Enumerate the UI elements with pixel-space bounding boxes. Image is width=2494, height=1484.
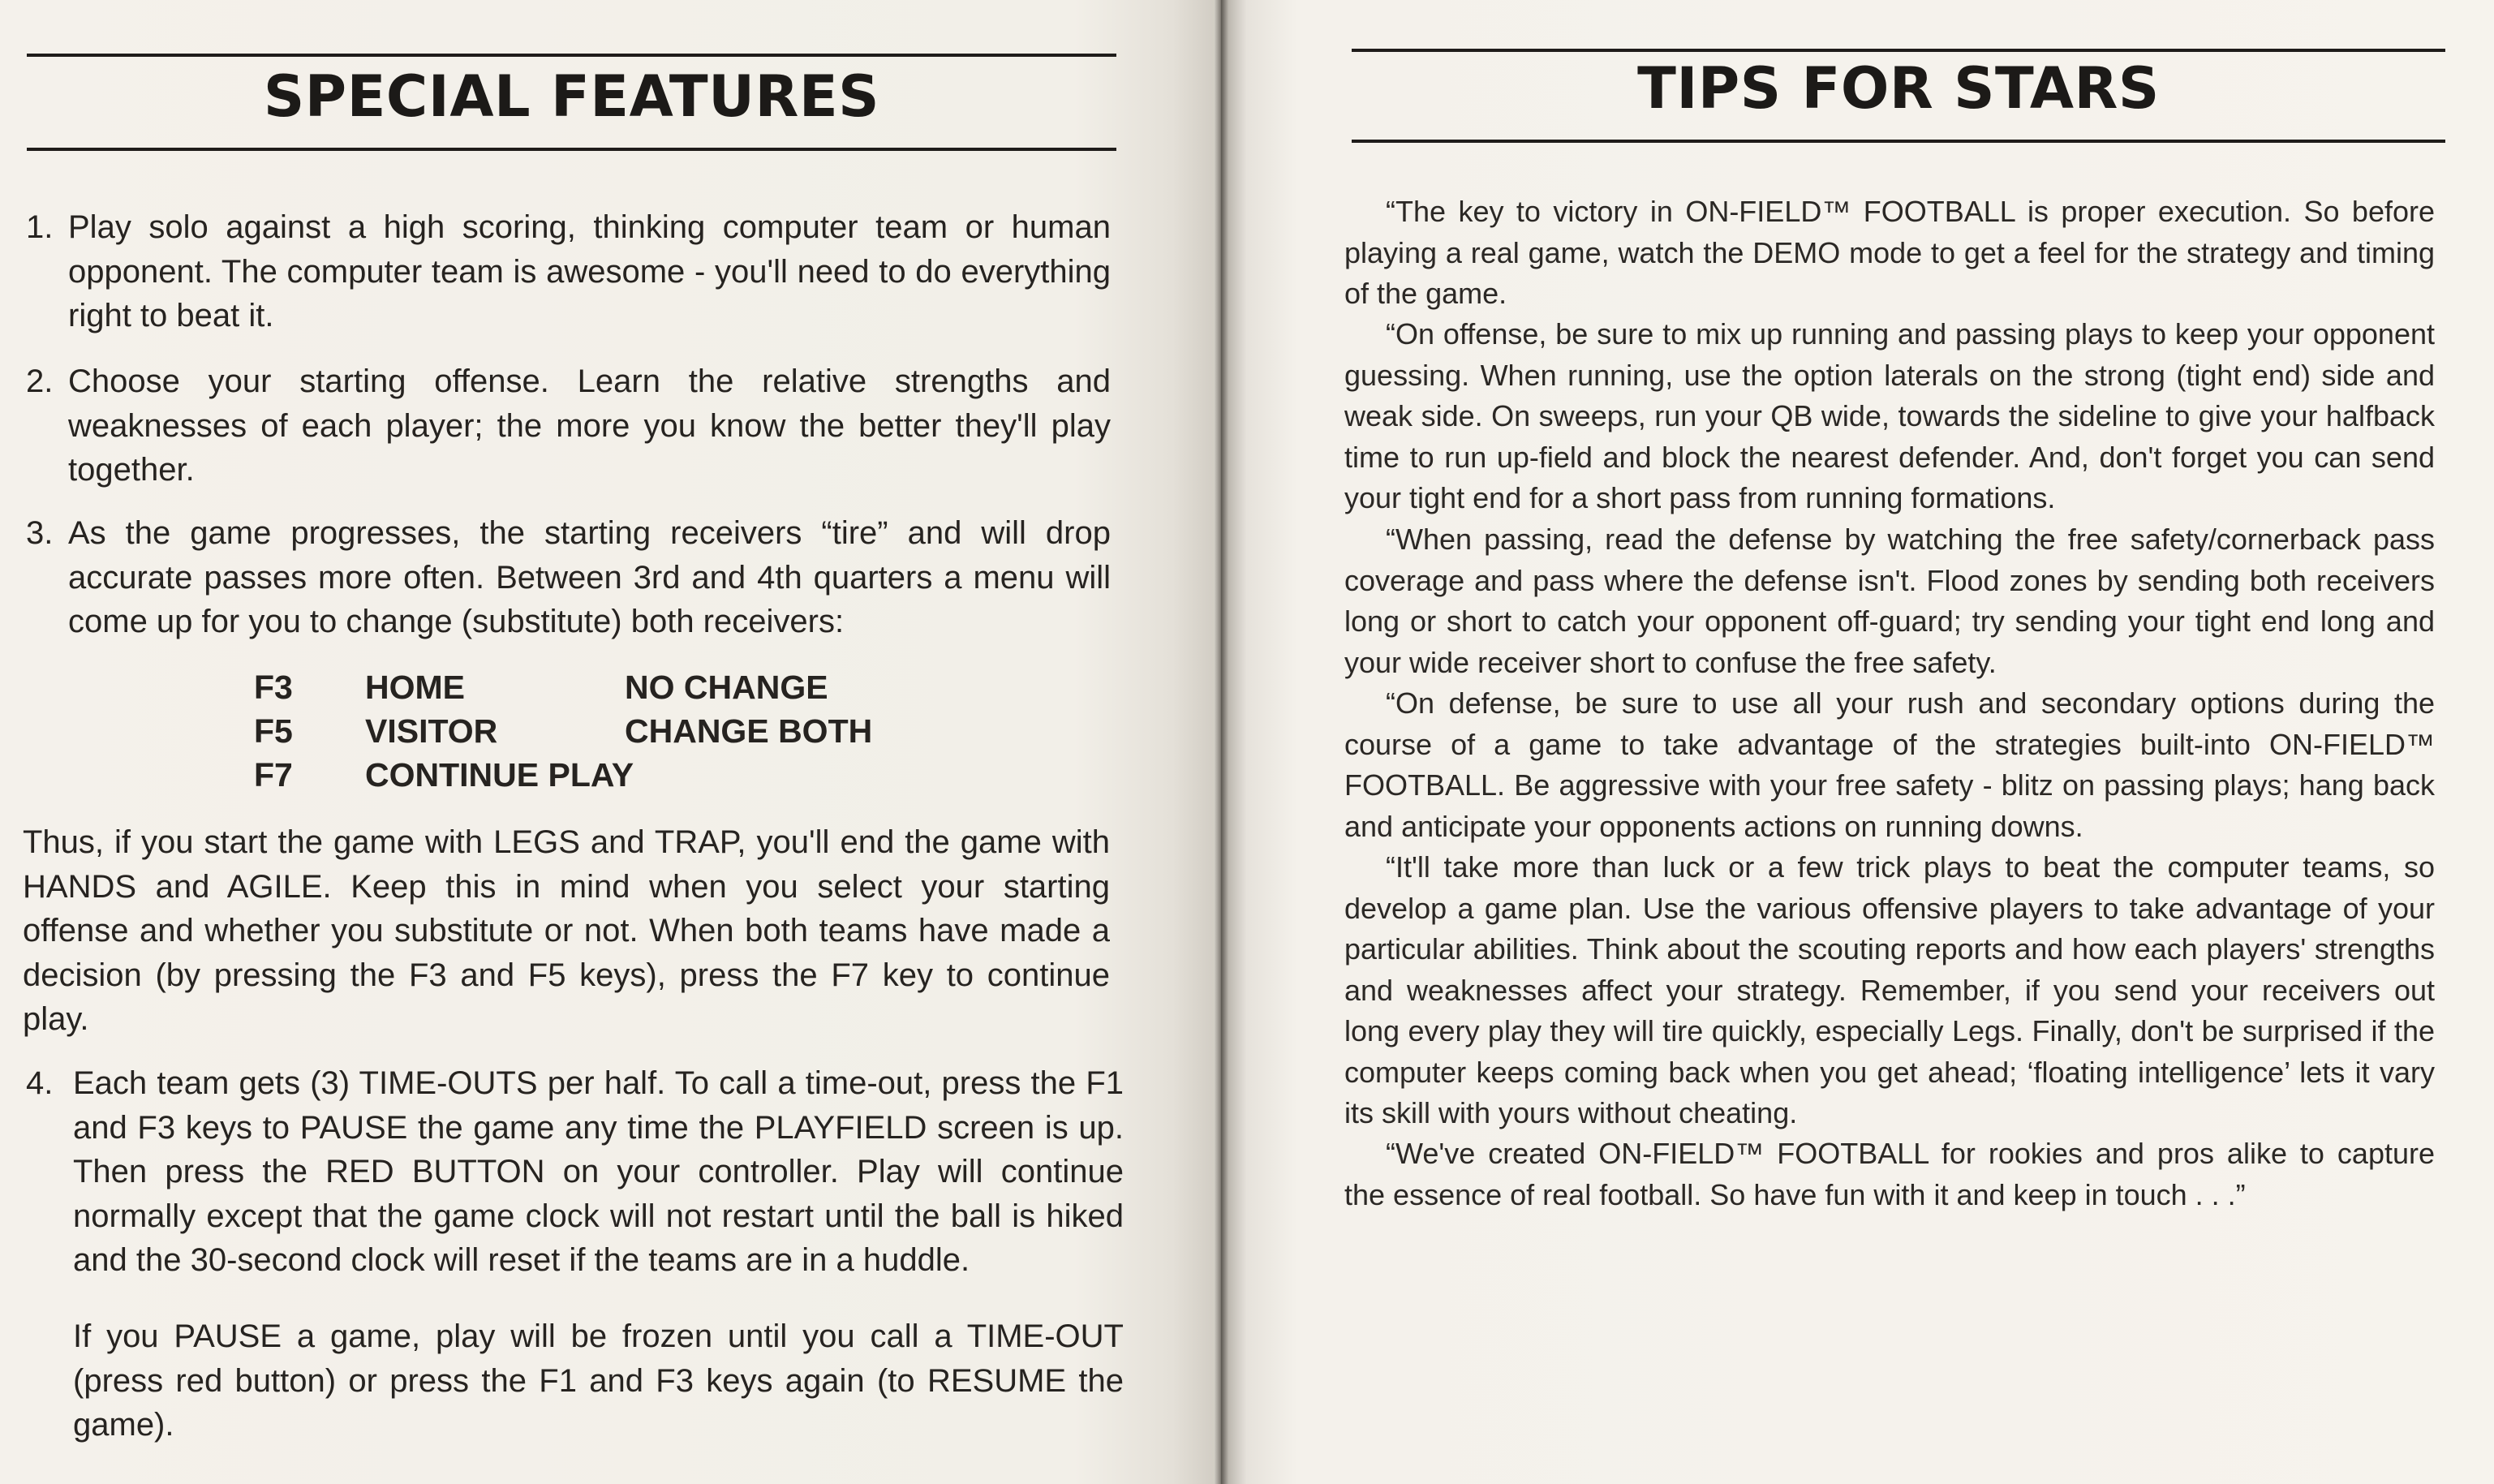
thus-paragraph: Thus, if you start the game with LEGS and TRAP, you'll end the game with HANDS and AGILE. Keep this in mind when you select your starting offense and whether you substitute or not. When both teams have made a decision (by pressing the F3 and F5 keys), press the F7 key to continue play. (23, 824, 1110, 1037)
menu-team: CONTINUE PLAY (365, 756, 634, 794)
tip-paragraph: “On defense, be sure to use all your rush and secondary options during the course of a game to take advantage of the strategies built-into ON-FIELD™ FOOTBALL. Be aggressive with your free safety - blitz on passing plays; hang back and anticipate your opponents actions on running downs. (1344, 686, 2435, 843)
menu-key: F5 (254, 712, 293, 750)
menu-team: HOME (365, 669, 465, 706)
tip-paragraph: “We've created ON-FIELD™ FOOTBALL for rookies and pros alike to capture the essence of real football. So have fun with it and keep in touch . . .” (1344, 1137, 2435, 1211)
menu-row (254, 665, 984, 710)
title-bottom-rule (1352, 140, 2445, 143)
substitution-menu (254, 665, 984, 803)
menu-action: CHANGE BOTH (625, 712, 873, 750)
item-number: 4. (26, 1065, 54, 1101)
item-number: 1. (26, 209, 54, 245)
feature-item-2: Choose your starting offense. Learn the relative strengths and weaknesses of each player; the more you know the better they'll play together. (68, 363, 1111, 488)
menu-row (254, 709, 984, 754)
feature-item-1: Play solo against a high scoring, thinking computer team or human opponent. The computer team is awesome - you'll need to do everything right to beat it. (68, 209, 1111, 333)
menu-team: VISITOR (365, 712, 498, 750)
tip-paragraph: “When passing, read the defense by watching the free safety/cornerback pass coverage and pass where the defense isn't. Flood zones by sending both receivers long or short to catch your opponent off-guard; try sending your tight end long and your wide receiver short to confuse the free safety. (1344, 523, 2435, 679)
tip-paragraph: “On offense, be sure to mix up running and passing plays to keep your opponent guessing. When running, use the option laterals on the strong (tight end) side and weak side. On sweeps, run your QB wide, towards the sideline to give your halfback time to run up-field and block the nearest defender. And, don't forget you can send your tight end for a short pass from running formations. (1344, 317, 2435, 514)
menu-key: F7 (254, 756, 293, 794)
pause-paragraph: If you PAUSE a game, play will be frozen until you call a TIME-OUT (press red button) or press the F1 and F3 keys again (to RESUME the game). (73, 1318, 1124, 1443)
menu-row (254, 753, 984, 798)
item-number: 2. (26, 363, 54, 399)
menu-action: NO CHANGE (625, 669, 828, 706)
left-page (0, 0, 1221, 1484)
title-top-rule (27, 54, 1116, 57)
feature-item-4: Each team gets (3) TIME-OUTS per half. To call a time-out, press the F1 and F3 keys to PAUSE the game any time the PLAYFIELD screen is up. Then press the RED BUTTON on your controller. Play will continue normally except that the game clock will not restart until the ball is hiked and the 30-second clock will reset if the teams are in a huddle. (73, 1065, 1124, 1278)
tip-paragraph: “The key to victory in ON-FIELD™ FOOTBALL is proper execution. So before playing a real game, watch the DEMO mode to get a feel for the strategy and timing of the game. (1344, 195, 2435, 310)
tips-for-stars-title: TIPS FOR STARS (1637, 55, 2160, 122)
menu-key: F3 (254, 669, 293, 706)
title-top-rule (1352, 49, 2445, 52)
item-number: 3. (26, 515, 54, 551)
special-features-title: SPECIAL FEATURES (263, 63, 880, 130)
title-bottom-rule (27, 148, 1116, 151)
feature-item-3: As the game progresses, the starting receivers “tire” and will drop accurate passes more often. Between 3rd and 4th quarters a menu will come up for you to change (substitute) both receivers: (68, 515, 1111, 639)
right-page (1221, 0, 2494, 1484)
tip-paragraph: “It'll take more than luck or a few trick plays to beat the computer teams, so develop a game plan. Use the various offensive players to take advantage of your particular abilities. Think about the scouting reports and how each players' strengths and weaknesses affect your strategy. Remember, if you send your receivers out long every play they will tire quickly, especially Legs. Finally, don't be surprised if the computer keeps coming back when you get ahead; ‘floating intelligence’ lets it vary its skill with yours without cheating. (1344, 850, 2435, 1129)
